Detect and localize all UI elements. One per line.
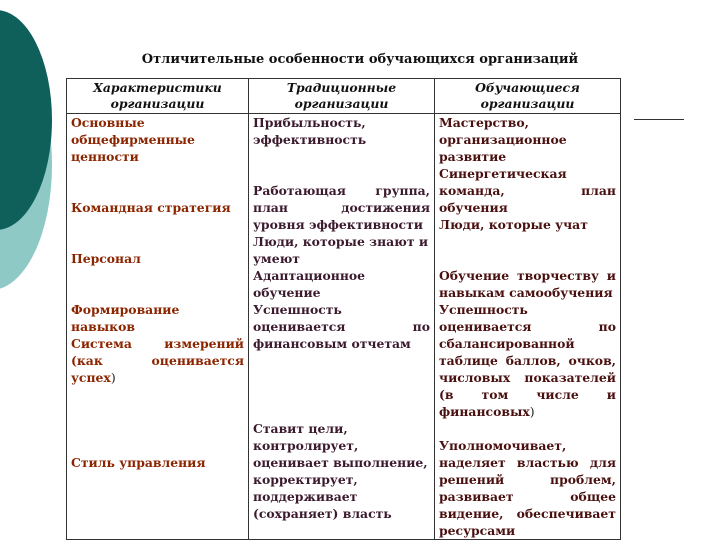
traditional-personnel: Люди, которые знают и умеют [253,234,429,266]
header-characteristics: Характеристики организации [67,79,249,114]
characteristic-style: Стиль управления [71,455,206,470]
slide-title: Отличительные особенности обучающихся организаций [141,52,579,67]
header-row [67,79,621,114]
learning-values: Мастерство, организационное развитие [439,115,567,164]
characteristic-skills: Формирование навыков [71,302,180,334]
column-learning [435,114,621,540]
characteristic-strategy: Командная стратегия [71,200,231,215]
traditional-values: Прибыльность, эффективность [253,115,367,147]
characteristic-personnel: Персонал [71,251,141,266]
comparison-table [66,78,621,540]
decorative-line [634,119,684,120]
header-traditional: Традиционные организации [249,79,435,114]
traditional-strategy: Работающая группа, план достижения уровня эффективности [253,183,430,232]
traditional-measure: Успешность оценивается по финансовым отчетам [253,302,430,351]
learning-style: Уполномочивает, наделяет властью для решений проблем, развивает общее видение, обеспечивает ресурсами [439,438,616,538]
learning-strategy: Синергетическая команда, план обучения [439,166,616,215]
header-learning: Обучающиеся организации [435,79,621,114]
column-characteristics [67,114,249,540]
characteristic-measure: Система измерений (как оценивается успех) [71,336,244,385]
learning-personnel: Люди, которые учат [439,217,588,232]
body-row [67,114,621,540]
traditional-style: Ставит цели, контролирует, оценивает выполнение, корректирует, поддерживает (сохраняет) власть [253,421,428,521]
column-traditional [249,114,435,540]
characteristic-values: Основные общефирменные ценности [71,115,195,164]
learning-skills: Обучение творчеству и навыкам самообучения [439,268,616,300]
traditional-skills: Адаптационное обучение [253,268,366,300]
learning-measure: Успешность оценивается по сбалансированной таблице баллов, очков, числовых показателей (в том числе и финансовых) [439,302,616,419]
